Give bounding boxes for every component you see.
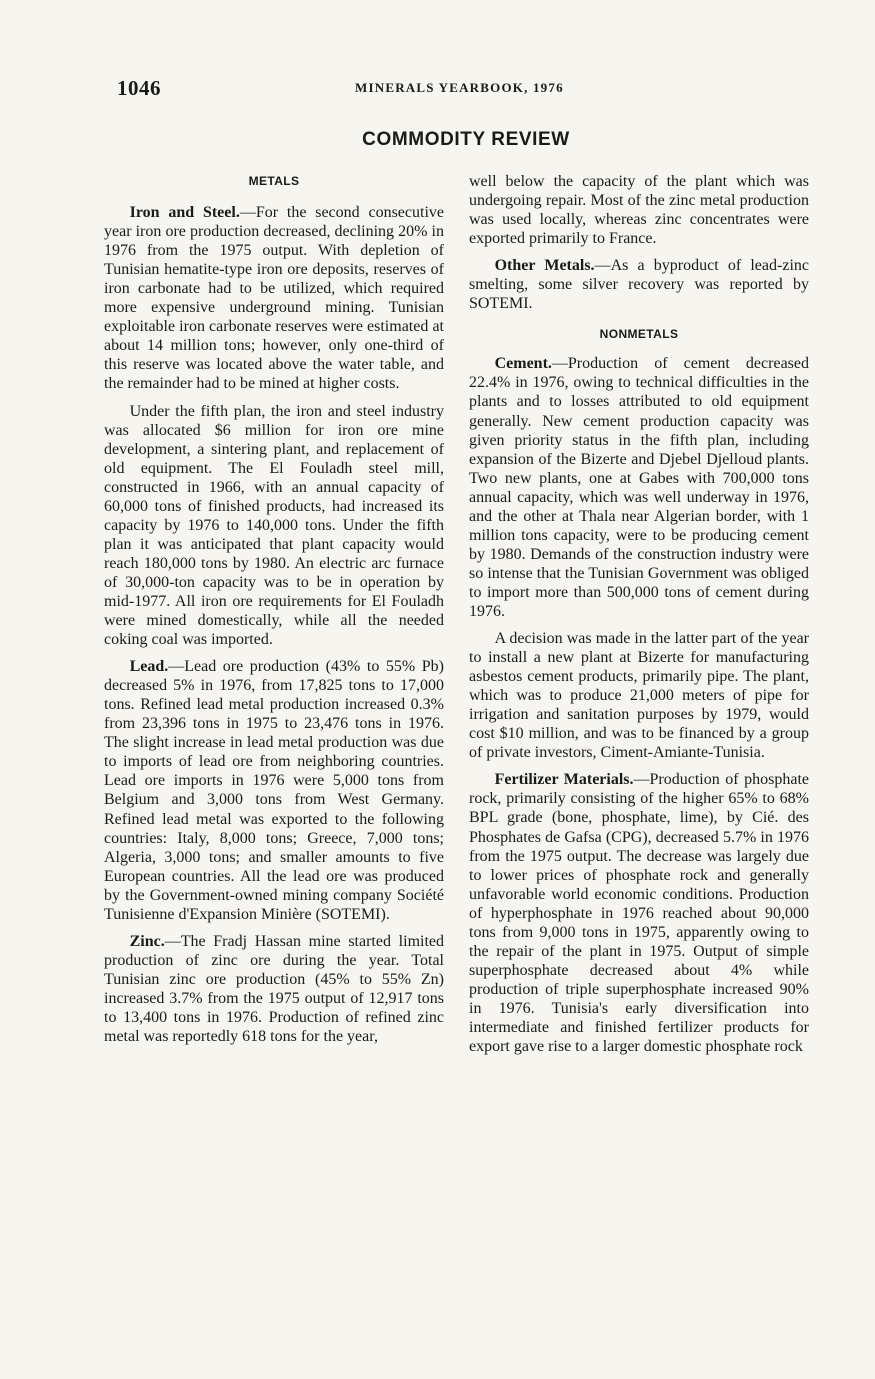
iron-steel-lead: Iron and Steel. xyxy=(129,204,240,222)
fifth-plan-paragraph xyxy=(104,402,444,650)
zinc-lead: Zinc. xyxy=(129,932,165,950)
nonmetals-heading: NONMETALS xyxy=(599,327,679,342)
iron-steel-text: —For the second consecutive year iron ore production decreased, declining 20% in 1976 from the 1975 output. With depletion of Tunisian hematite-type iron ore deposits, reserves of iron carbonate had to be utilized, which required more expensive underground mining. Tunisian exploitable iron carbonate reserves were estimated at about 14 million tons; however, only one-third of this reserve was located above the water table, and the remainder had to be mined at higher costs. xyxy=(104,204,444,393)
asbestos-text: A decision was made in the latter part of the year to install a new plant at Bizerte for manufacturing asbestos cement products, primarily pipe. The plant, which was to produce 21,000 meters of pipe for irrigation and sanitation purposes by 1979, would cost $10 million, and was to be financed by a group of private investors, Ciment-Amiante-Tunisia. xyxy=(469,630,809,762)
fifth-plan-text: Under the fifth plan, the iron and steel industry was allocated $6 million for iron ore mine development, a sintering plant, and replacement of old equipment. The El Fouladh steel mill, constructed in 1966, with an annual capacity of 60,000 tons of finished products, had increased its capacity by 1976 to 140,000 tons. Under the fifth plan it was anticipated that plant capacity would reach 180,000 tons by 1980. An electric arc furnace of 30,000-ton capacity was to be in operation by mid-1977. All iron ore requirements for El Fouladh were mined domestically, while all the needed coking coal was imported. xyxy=(104,402,444,649)
running-title: MINERALS YEARBOOK, 1976 xyxy=(355,80,564,95)
zinc-continued-paragraph: well below the capacity of the plant which was undergoing repair. Most of the zinc metal production was used locally, whereas zinc concentrates were exported primarily to France. xyxy=(469,173,809,248)
cement-lead: Cement. xyxy=(494,355,552,373)
zinc-paragraph xyxy=(104,932,444,1046)
lead-text: —Lead ore production (43% to 55% Pb) decreased 5% in 1976, from 17,825 tons to 17,000 tons. Refined lead metal production increased 0.3% from 23,396 tons in 1975 to 23,476 tons in 1976. The slight increase in lead metal production was due to imports of lead ore from neighboring countries. Lead ore imports in 1976 were 5,000 tons from Belgium and 3,000 tons from West Germany. Refined lead metal was exported to the following countries: Italy, 8,000 tons; Greece, 7,000 tons; Algeria, 3,000 tons; and smaller amounts to five European countries. All the lead ore was produced by the Government-owned mining company Société Tunisienne d'Expansion Minière (SOTEMI). xyxy=(104,658,444,923)
asbestos-paragraph xyxy=(469,629,809,762)
other-metals-lead: Other Metals. xyxy=(494,257,595,275)
fertilizer-text: —Production of phosphate rock, primarily consisting of the higher 65% to 68% BPL grade (bone, phosphate, lime), by Cié. des Phosphates de Gafsa (CPG), decreased 5.7% in 1976 from the 1975 output. The decrease was largely due to lower prices of phosphate rock and generally unfavorable world economic conditions. Production of hyperphosphate in 1976 reached about 90,000 tons from 9,000 tons in 1975, apparently owing to the repair of the plant in 1975. Output of simple superphosphate decreased about 4% while production of triple superphosphate increased 90% in 1976. Tunisia's early diversification into intermediate and finished fertilizer products for export gave rise to a larger domestic phosphate rock xyxy=(469,771,810,1056)
fertilizer-paragraph xyxy=(469,770,809,1056)
fertilizer-lead: Fertilizer Materials. xyxy=(494,771,634,789)
metals-heading: METALS xyxy=(248,174,300,188)
zinc-text: —The Fradj Hassan mine started limited production of zinc ore during the year. Total Tunisian zinc ore production (45% to 55% Zn) increased 3.7% from the 1975 output of 12,917 tons to 13,400 tons in 1976. Production of refined zinc metal was reportedly 618 tons for the year, xyxy=(104,932,444,1046)
left-column xyxy=(104,172,444,1054)
section-title: COMMODITY REVIEW xyxy=(362,129,570,150)
cement-text: —Production of cement decreased 22.4% in 1976, owing to technical difficulties in the plants and to losses attributed to old equipment generally. New cement production capacity was given priority status in the fifth plan, including expansion of the Bizerte and Djebel Djelloud plants. Two new plants, one at Gabes with 700,000 tons annual capacity, which was well underway in 1976, and the other at Thala near Algerian border, with 1 million tons capacity, were to be producing cement by 1980. Demands of the construction industry were so intense that the Tunisian Government was obliged to import more than 500,000 tons of cement during 1976. xyxy=(469,355,809,620)
other-metals-text: —As a byproduct of lead-zinc smelting, some silver recovery was reported by SOTEMI. xyxy=(469,257,809,313)
lead-paragraph xyxy=(104,657,444,924)
other-metals-paragraph xyxy=(469,256,809,313)
right-column xyxy=(469,172,809,1064)
cement-paragraph xyxy=(469,354,809,621)
iron-steel-paragraph xyxy=(104,203,444,393)
page-number: 1046 xyxy=(117,76,161,100)
lead-lead: Lead. xyxy=(129,658,169,676)
